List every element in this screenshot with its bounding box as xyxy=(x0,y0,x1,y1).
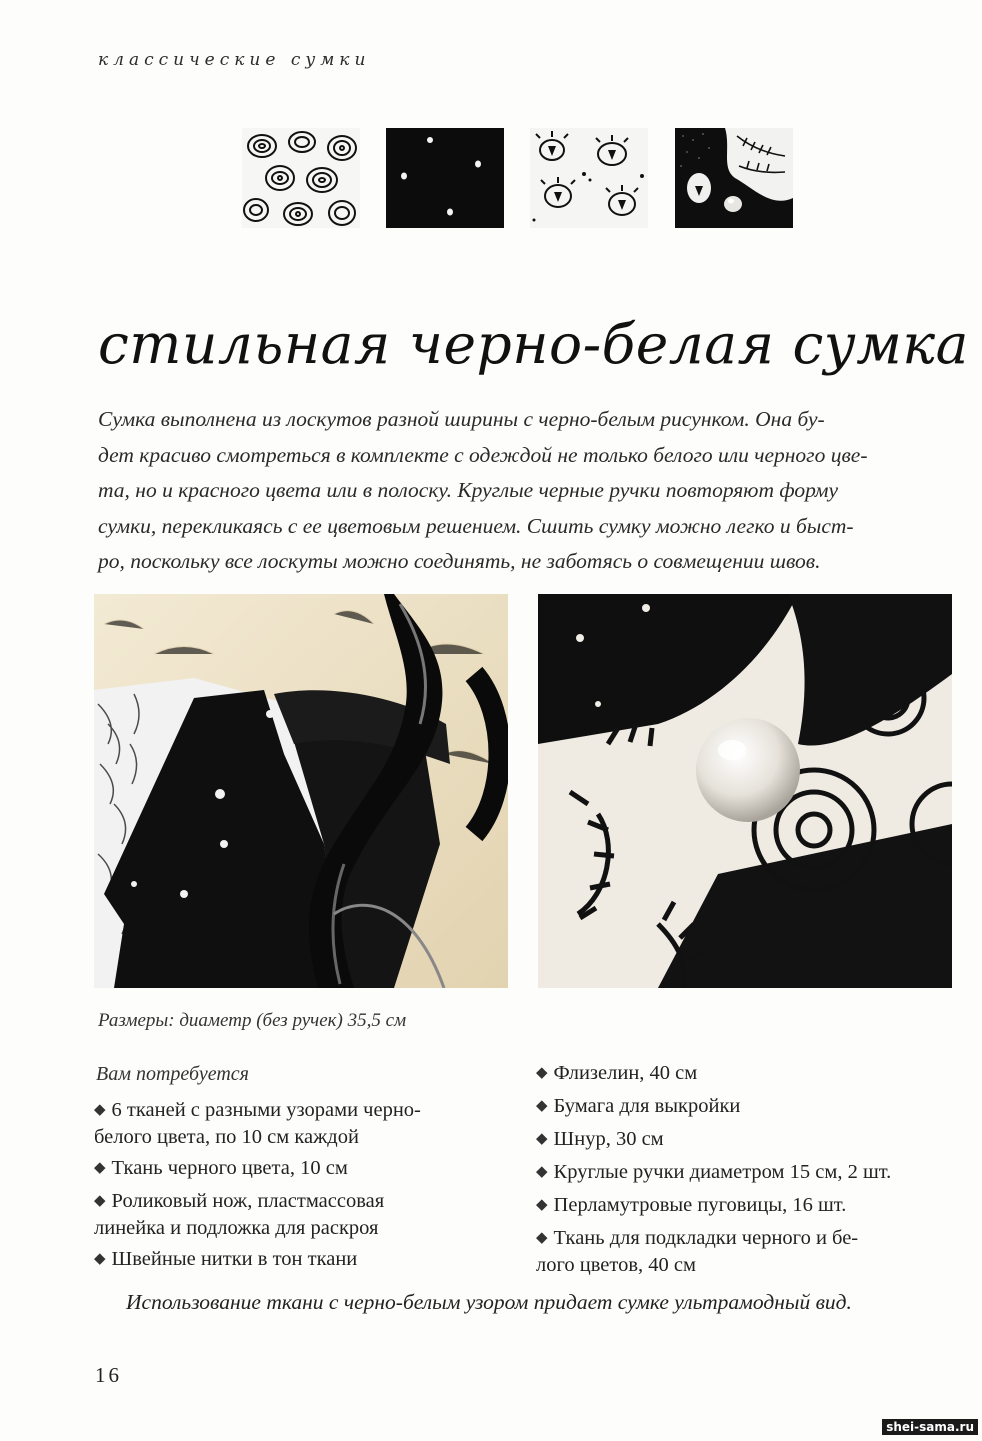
article-title: стильная черно-белая сумка xyxy=(98,312,969,376)
list-item: ◆ Бумага для выкройки xyxy=(536,1095,741,1117)
diamond-bullet-icon: ◆ xyxy=(94,1251,106,1267)
intro-line: та, но и красного цвета или в полоску. Круглые черные ручки повторяют форму xyxy=(98,478,839,502)
size-caption: Размеры: диаметр (без ручек) 35,5 см xyxy=(98,1010,407,1031)
materials-list-right xyxy=(536,1061,966,1284)
list-item: ◆ Перламутровые пуговицы, 16 шт. xyxy=(536,1194,847,1216)
diamond-bullet-icon: ◆ xyxy=(536,1230,548,1246)
pearl-button-photo xyxy=(538,594,952,988)
page-number: 16 xyxy=(95,1363,122,1387)
diamond-bullet-icon: ◆ xyxy=(94,1160,106,1176)
diamond-bullet-icon: ◆ xyxy=(536,1065,548,1081)
swatch-circles xyxy=(242,128,360,228)
list-item: ◆ 6 тканей с разными узорами черно- белого цвета, по 10 см каждой xyxy=(94,1099,421,1148)
diamond-bullet-icon: ◆ xyxy=(94,1102,106,1118)
list-item: ◆ Круглые ручки диаметром 15 см, 2 шт. xyxy=(536,1161,892,1183)
diamond-bullet-icon: ◆ xyxy=(94,1193,106,1209)
intro-line: Сумка выполнена из лоскутов разной ширины с черно-белым рисунком. Она бу- xyxy=(98,407,825,431)
materials-heading: Вам потребуется xyxy=(96,1063,249,1085)
fabric-swatches xyxy=(240,128,800,228)
swatch-black-dots xyxy=(386,128,504,228)
watermark: shei-sama.ru xyxy=(882,1419,978,1435)
diamond-bullet-icon: ◆ xyxy=(536,1164,548,1180)
list-item: ◆ Флизелин, 40 см xyxy=(536,1062,698,1084)
diamond-bullet-icon: ◆ xyxy=(536,1098,548,1114)
list-item: ◆ Шнур, 30 см xyxy=(536,1128,664,1150)
section-label: классические сумки xyxy=(98,50,371,70)
list-item: ◆ Швейные нитки в тон ткани xyxy=(94,1248,358,1270)
list-item: ◆ Ткань черного цвета, 10 см xyxy=(94,1157,348,1179)
materials-list-left xyxy=(94,1098,514,1280)
intro-line: дет красиво смотреться в комплекте с одеждой не только белого или черного цве- xyxy=(98,442,868,467)
swatch-eye-sun xyxy=(530,128,648,228)
intro-line: ро, поскольку все лоскуты можно соединять, не заботясь о совмещении швов. xyxy=(98,549,821,573)
list-item: ◆ Ткань для подкладки черного и бе- лого цветов, 40 см xyxy=(536,1227,859,1276)
intro-paragraph xyxy=(98,402,948,580)
diamond-bullet-icon: ◆ xyxy=(536,1197,548,1213)
swatch-feather xyxy=(675,128,793,228)
list-item: ◆ Роликовый нож, пластмассовая линейка и подложка для раскроя xyxy=(94,1190,385,1239)
footer-note: Использование ткани с черно-белым узором придает сумке ультрамодный вид. xyxy=(126,1290,852,1314)
diamond-bullet-icon: ◆ xyxy=(536,1131,548,1147)
bag-handle-photo xyxy=(94,594,508,988)
intro-line: сумки, перекликаясь с ее цветовым решением. Сшить сумку можно легко и быст- xyxy=(98,513,854,538)
